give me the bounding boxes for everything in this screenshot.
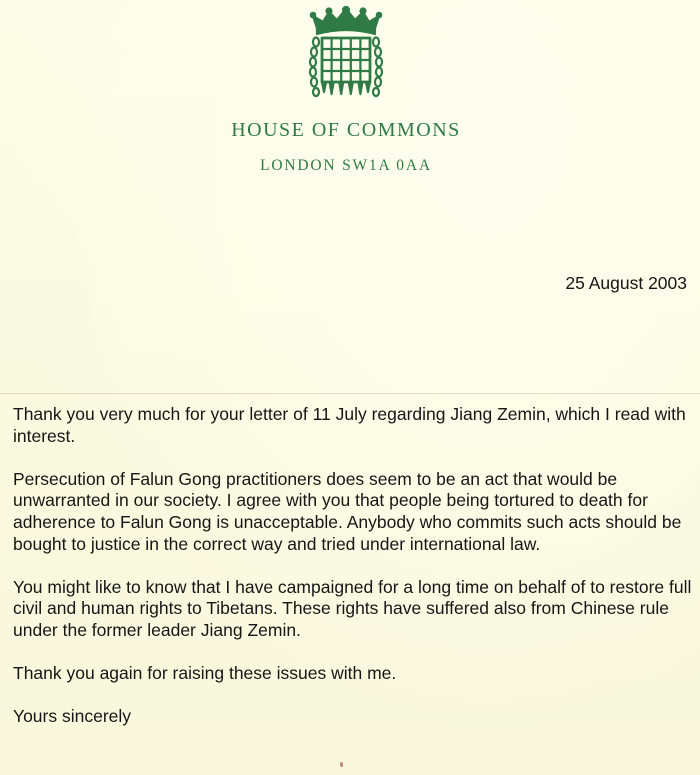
paragraph: You might like to know that I have campaigned for a long time on behalf of to restore full civil and human rights to Tibetans. These rights have suffered also from Chinese rule under the former leader Jiang Zemin. (13, 576, 692, 640)
paragraph: Thank you very much for your letter of 11 July regarding Jiang Zemin, which I read with interest. (13, 404, 686, 446)
portcullis-crest-icon (305, 6, 387, 98)
letterhead-address: LONDON SW1A 0AA (260, 157, 432, 174)
ink-mark (340, 762, 343, 767)
paragraph: Thank you again for raising these issues with me. (13, 663, 397, 684)
letter-date: 25 August 2003 (565, 273, 687, 293)
letterhead-name: HOUSE OF COMMONS (231, 119, 461, 141)
fold-line (0, 393, 700, 394)
letter-body (13, 404, 697, 750)
closing: Yours sincerely (13, 706, 132, 727)
paragraph: Persecution of Falun Gong practitioners does seem to be an act that would be unwarranted in our society. I agree with you that people being tortured to death for adherence to Falun Gong is unacceptable. Anybody who commits such acts should be bought to justice in the correct way and tried under international law. (13, 468, 682, 554)
